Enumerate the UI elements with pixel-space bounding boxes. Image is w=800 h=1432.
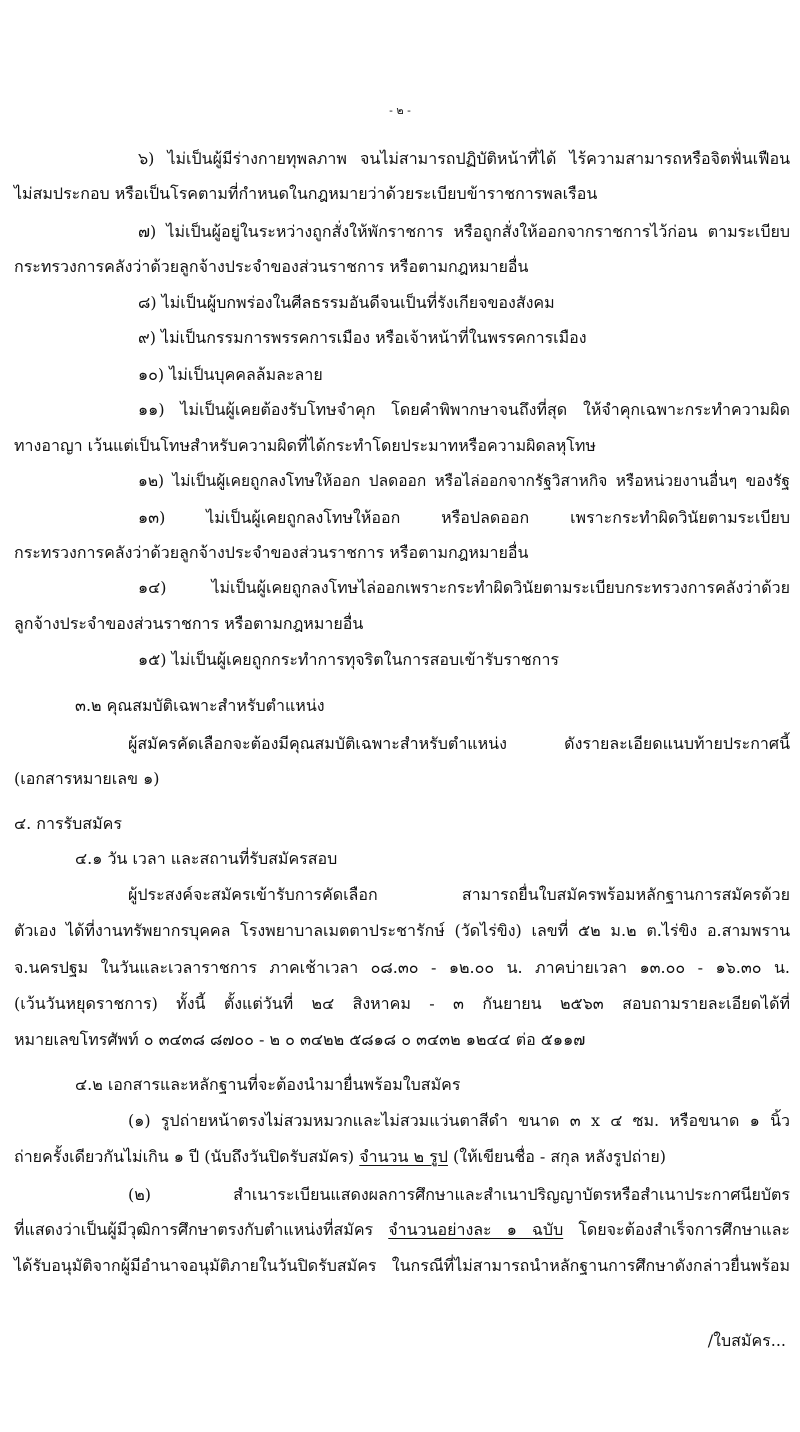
- criterion-6-line-1: ๖) ไม่เป็นผู้มีร่างกายทุพลภาพ จนไม่สามารถปฏิบัติหน้าที่ได้ ไร้ความสามารถหรือจิตฟั่นเฟือน: [138, 149, 790, 168]
- item-1-text-before: ถ่ายครั้งเดียวกันไม่เกิน ๑ ปี (นับถึงวันปิดรับสมัคร): [14, 1147, 360, 1166]
- criterion-8: ๘) ไม่เป็นผู้บกพร่องในศีลธรรมอันดีจนเป็นที่รังเกียจของสังคม: [138, 293, 555, 312]
- criterion-6-line-2: ไม่สมประกอบ หรือเป็นโรคตามที่กำหนดในกฎหมายว่าด้วยระเบียบข้าราชการพลเรือน: [14, 184, 598, 203]
- continuation-marker: /ใบสมัคร...: [707, 1331, 786, 1350]
- criterion-7-line-1: ๗) ไม่เป็นผู้อยู่ในระหว่างถูกสั่งให้พักราชการ หรือถูกสั่งให้ออกจากราชการไว้ก่อน ตามระเบียบ: [138, 222, 790, 241]
- section-4-1-line-2: ตัวเอง ได้ที่งานทรัพยากรบุคคล โรงพยาบาลเมตตาประชารักษ์ (วัดไร่ขิง) เลขที่ ๕๒ ม.๒ ต.ไร่ขิง อ.สามพราน: [14, 921, 790, 940]
- criterion-10: ๑๐) ไม่เป็นบุคคลล้มละลาย: [138, 365, 323, 384]
- section-4-2-heading: ๔.๒ เอกสารและหลักฐานที่จะต้องนำมายื่นพร้อมใบสมัคร: [75, 1075, 461, 1094]
- criterion-13-line-1: ๑๓) ไม่เป็นผู้เคยถูกลงโทษให้ออก หรือปลดออก เพราะกระทำผิดวินัยตามระเบียบ: [138, 508, 790, 527]
- item-1-photo-count: จำนวน ๒ รูป: [359, 1147, 448, 1166]
- section-4-2-item-2-line-1: (๒) สำเนาระเบียนแสดงผลการศึกษาและสำเนาปริญญาบัตรหรือสำเนาประกาศนียบัตร: [128, 1185, 790, 1204]
- item-1-text-after: (ให้เขียนชื่อ - สกุล หลังรูปถ่าย): [447, 1147, 666, 1166]
- section-3-2-line-1: ผู้สมัครคัดเลือกจะต้องมีคุณสมบัติเฉพาะสำหรับตำแหน่ง ดังรายละเอียดแนบท้ายประกาศนี้: [128, 734, 790, 753]
- criterion-15: ๑๕) ไม่เป็นผู้เคยถูกกระทำการทุจริตในการสอบเข้ารับราชการ: [138, 650, 560, 669]
- criterion-12: ๑๒) ไม่เป็นผู้เคยถูกลงโทษให้ออก ปลดออก หรือไล่ออกจากรัฐวิสาหกิจ หรือหน่วยงานอื่นๆ ของรัฐ: [138, 472, 790, 490]
- criterion-11-line-2: ทางอาญา เว้นแต่เป็นโทษสำหรับความผิดที่ได้กระทำโดยประมาทหรือความผิดลหุโทษ: [14, 436, 596, 455]
- item-2-copy-count: จำนวนอย่างละ ๑ ฉบับ: [388, 1220, 564, 1239]
- section-4-1-line-3: จ.นครปฐม ในวันและเวลาราชการ ภาคเช้าเวลา ๐๘.๓๐ - ๑๒.๐๐ น. ภาคบ่ายเวลา ๑๓.๐๐ - ๑๖.๓๐ น.: [14, 958, 790, 977]
- section-4-1-heading: ๔.๑ วัน เวลา และสถานที่รับสมัครสอบ: [75, 849, 338, 868]
- criterion-7-line-2: กระทรวงการคลังว่าด้วยลูกจ้างประจำของส่วนราชการ หรือตามกฎหมายอื่น: [14, 257, 529, 276]
- criterion-9: ๙) ไม่เป็นกรรมการพรรคการเมือง หรือเจ้าหน้าที่ในพรรคการเมือง: [138, 328, 587, 347]
- section-4-1-line-5: หมายเลขโทรศัพท์ ๐ ๓๔๓๘ ๘๗๐๐ - ๒ ๐ ๓๔๒๒ ๕๘๑๘ ๐ ๓๔๓๒ ๑๒๔๔ ต่อ ๕๑๑๗: [14, 1030, 586, 1049]
- criterion-14-line-2: ลูกจ้างประจำของส่วนราชการ หรือตามกฎหมายอื่น: [14, 614, 364, 633]
- section-3-2-line-2: (เอกสารหมายเลข ๑): [14, 769, 160, 788]
- criterion-13-line-2: กระทรวงการคลังว่าด้วยลูกจ้างประจำของส่วนราชการ หรือตามกฎหมายอื่น: [14, 543, 529, 562]
- section-4-heading: ๔. การรับสมัคร: [14, 814, 122, 833]
- section-4-1-line-4: (เว้นวันหยุดราชการ) ทั้งนี้ ตั้งแต่วันที่ ๒๔ สิงหาคม - ๓ กันยายน ๒๕๖๓ สอบถามรายละเอียดได้ที่: [14, 994, 790, 1013]
- section-3-2-heading: ๓.๒ คุณสมบัติเฉพาะสำหรับตำแหน่ง: [75, 696, 325, 715]
- item-2-text-before: ที่แสดงว่าเป็นผู้มีวุฒิการศึกษาตรงกับตำแหน่งที่สมัคร: [14, 1220, 389, 1239]
- section-4-1-line-1: ผู้ประสงค์จะสมัครเข้ารับการคัดเลือก สามารถยื่นใบสมัครพร้อมหลักฐานการสมัครด้วย: [128, 885, 790, 904]
- section-4-2-item-1-line-1: (๑) รูปถ่ายหน้าตรงไม่สวมหมวกและไม่สวมแว่นตาสีดำ ขนาด ๓ x ๔ ซม. หรือขนาด ๑ นิ้ว: [128, 1111, 790, 1130]
- section-4-2-item-2-line-2: [14, 1219, 790, 1243]
- page-number: - ๒ -: [389, 104, 411, 117]
- section-4-2-item-1-line-2: [14, 1146, 666, 1170]
- item-2-text-after: โดยจะต้องสำเร็จการศึกษาและ: [563, 1220, 790, 1239]
- section-4-2-item-2-line-3: ได้รับอนุมัติจากผู้มีอำนาจอนุมัติภายในวันปิดรับสมัคร ในกรณีที่ไม่สามารถนำหลักฐานการศึกษาดังกล่าวยื่นพร้อม: [14, 1256, 790, 1275]
- criterion-14-line-1: ๑๔) ไม่เป็นผู้เคยถูกลงโทษไล่ออกเพราะกระทำผิดวินัยตามระเบียบกระทรวงการคลังว่าด้วย: [138, 578, 790, 597]
- criterion-11-line-1: ๑๑) ไม่เป็นผู้เคยต้องรับโทษจำคุก โดยคำพิพากษาจนถึงที่สุด ให้จำคุกเฉพาะกระทำความผิด: [138, 400, 790, 419]
